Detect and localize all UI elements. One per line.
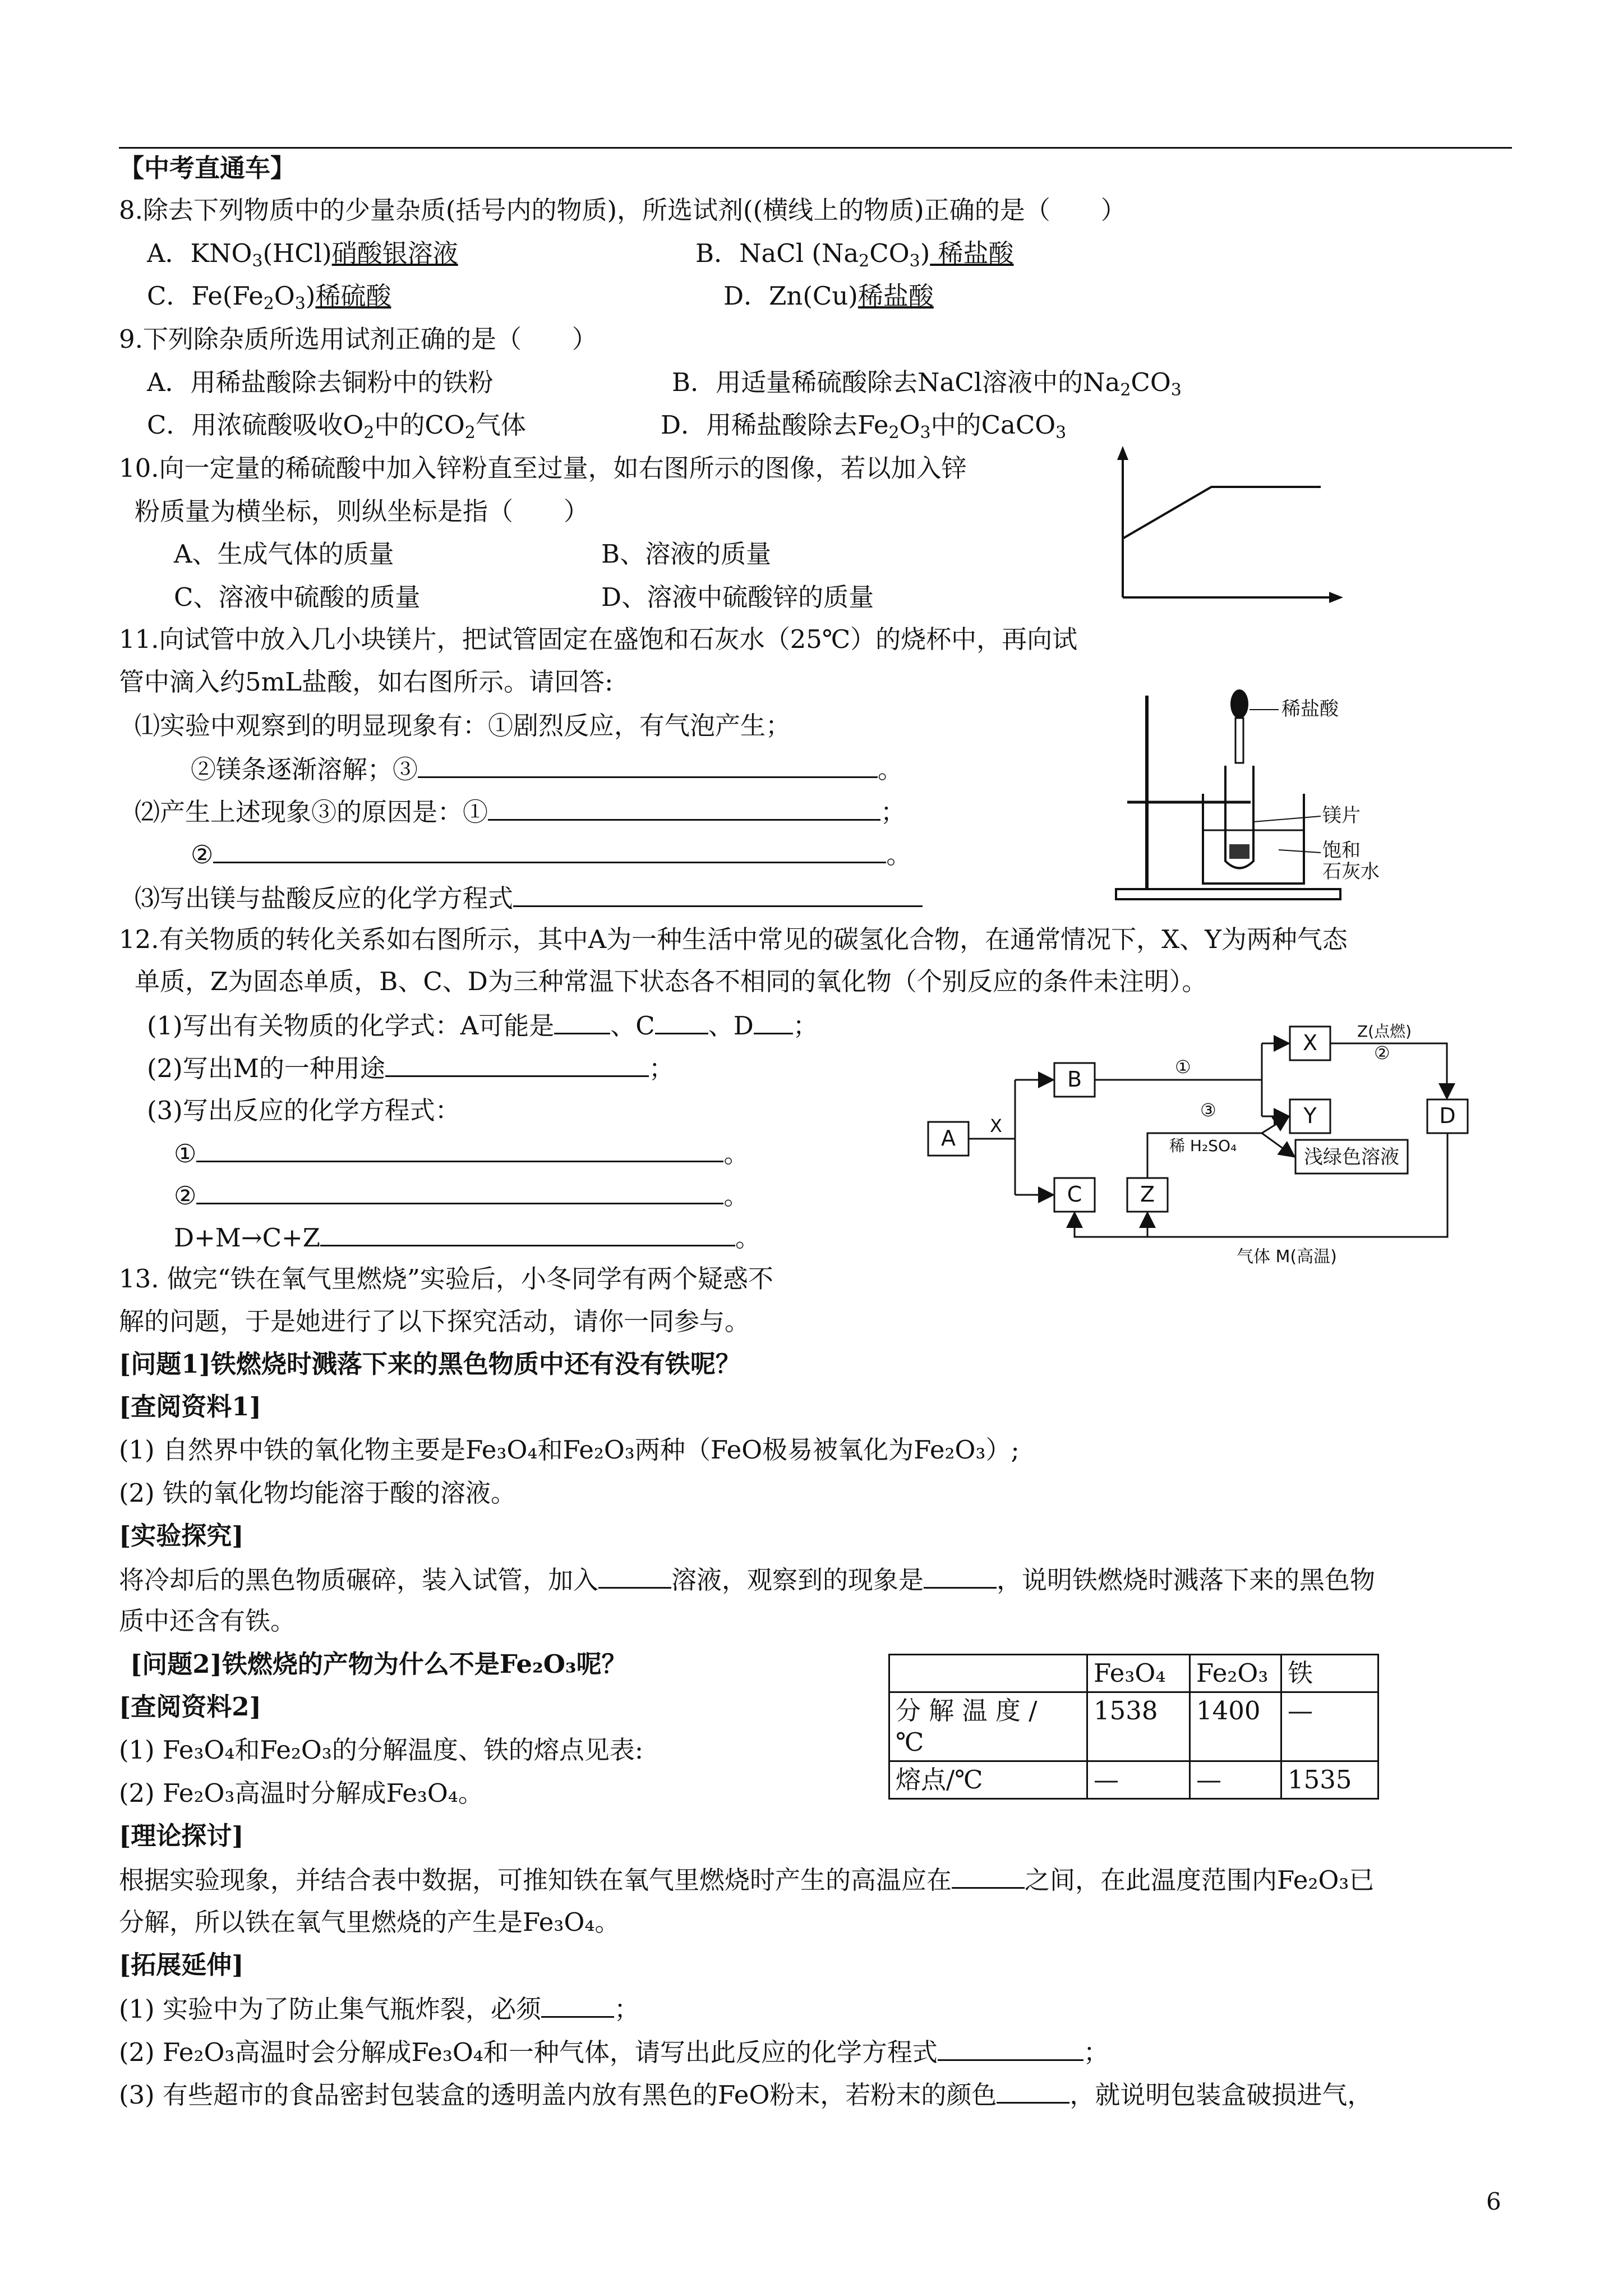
q12-stem-1: 12.有关物质的转化关系如右图所示，其中A为一种生活中常见的碳氢化合物，在通常情况下，X、Y为两种气态: [119, 924, 1348, 954]
q10-option-a: A、生成气体的质量: [174, 539, 394, 569]
q13-theory-a: 根据实验现象，并结合表中数据，可推知铁在氧气里燃烧时产生的高温应在 之间，在此温度范围内Fe₂O₃已: [119, 1862, 1374, 1897]
header-rule: [119, 147, 1512, 149]
q11-part2-a: ⑵产生上述现象③的原因是：① ；: [135, 794, 906, 829]
q13-ref-1: [查阅资料1]: [119, 1392, 261, 1421]
q12-diagram: [925, 1015, 1486, 1296]
node-d: D: [1439, 1103, 1456, 1128]
q10-option-b: B、溶液的质量: [601, 539, 772, 569]
q13-exp-b: 质中还含有铁。: [119, 1606, 296, 1636]
node-y: Y: [1303, 1103, 1317, 1128]
q13-stem-2: 解的问题，于是她进行了以下探究活动，请你一同参与。: [119, 1306, 750, 1336]
cell-decomp-fe: —: [1281, 1692, 1378, 1761]
q8-stem: 8.除去下列物质中的少量杂质(括号内的物质)，所选试剂((横线上的物质)正确的是（ ）: [119, 195, 1126, 225]
node-b: B: [1067, 1067, 1082, 1092]
q9-option-a: A．用稀盐酸除去铜粉中的铁粉: [147, 367, 494, 397]
q11-part2-b: ② 。: [191, 837, 911, 872]
q11-part1-a: ⑴实验中观察到的明显现象有：①剧烈反应，有气泡产生；: [135, 711, 791, 740]
q12-part2: (2)写出M的一种用途 ；: [147, 1051, 674, 1085]
section-title: 【中考直通车】: [119, 153, 296, 183]
q13-ref-1b: (2) 铁的氧化物均能溶于酸的溶液。: [119, 1478, 517, 1508]
q9-option-c: C．用浓硫酸吸收$O_2$中的$CO_2$气体: [147, 410, 526, 443]
cell-decomp-fe3o4: 1538: [1087, 1692, 1190, 1761]
q8-option-d: D．Zn(Cu)稀盐酸: [723, 281, 934, 311]
q13-problem-1: [问题1]铁燃烧时溅落下来的黑色物质中还有没有铁呢？: [119, 1349, 741, 1379]
q13-theory-b: 分解，所以铁在氧气里燃烧的产生是Fe₃O₄。: [119, 1907, 620, 1937]
q12-part1: (1)写出有关物质的化学式：A可能是 、C 、D ；: [147, 1008, 818, 1043]
row-melt-label: 熔点/℃: [889, 1761, 1087, 1799]
node-a: A: [941, 1126, 956, 1151]
graph-x-arrow: [1329, 592, 1343, 603]
lbl-2: ②: [1374, 1042, 1390, 1064]
cell-decomp-fe2o3: 1400: [1190, 1692, 1281, 1761]
cell-melt-fe: 1535: [1281, 1761, 1378, 1799]
q13-ref-1a: (1) 自然界中铁的氧化物主要是Fe₃O₄和Fe₂O₃两种（FeO极易被氧化为Fe₂O₃）;: [119, 1435, 1020, 1465]
q10-stem-1: 10.向一定量的稀硫酸中加入锌粉直至过量，如右图所示的图像，若以加入锌: [119, 453, 967, 483]
q13-theory: [理论探讨]: [119, 1821, 244, 1851]
label-acid: 稀盐酸: [1281, 698, 1339, 720]
graph-y-arrow: [1117, 446, 1128, 460]
th-fe3o4: Fe₃O₄: [1087, 1655, 1190, 1692]
property-table: [888, 1654, 1379, 1800]
q11-apparatus: [1110, 682, 1424, 906]
lbl-z-burn: Z(点燃): [1357, 1022, 1412, 1041]
th-fe: 铁: [1281, 1655, 1378, 1692]
lbl-3: ③: [1200, 1099, 1216, 1121]
q8-option-b: B．NaCl $(Na_2CO_3)$ 稀盐酸: [695, 238, 1014, 271]
dropper-tube: [1235, 718, 1243, 763]
q12-eq-1: ① 。: [174, 1136, 749, 1171]
lbl-acid: 稀 H₂SO₄: [1169, 1137, 1237, 1155]
q13-ref-2: [查阅资料2]: [119, 1692, 261, 1722]
q13-ref-2b: (2) Fe₂O₃高温时分解成Fe₃O₄。: [119, 1778, 483, 1808]
q10-stem-2: 粉质量为横坐标，则纵坐标是指（ ）: [135, 496, 589, 526]
q12-stem-2: 单质，Z为固态单质，B、C、D为三种常温下状态各不相同的氧化物（个别反应的条件未注明）。: [135, 967, 1207, 996]
dropper-bulb: [1230, 689, 1248, 719]
node-c: C: [1067, 1182, 1082, 1207]
label-lime-2: 石灰水: [1322, 861, 1380, 883]
lbl-1: ①: [1175, 1056, 1191, 1078]
page-number: 6: [1486, 2188, 1501, 2215]
q9-option-b: B．用适量稀硫酸除去NaCl溶液中的$Na_2CO_3$: [672, 367, 1182, 400]
label-lime-1: 饱和: [1322, 839, 1361, 862]
th-fe2o3: Fe₂O₃: [1190, 1655, 1281, 1692]
lbl-m: 气体 M(高温): [1237, 1247, 1337, 1267]
row-decomp-label: 分 解 温 度 / ℃: [889, 1692, 1087, 1761]
q13-ext-1: (1) 实验中为了防止集气瓶炸裂，必须 ；: [119, 1991, 639, 2026]
q13-ref-2a: (1) Fe₃O₄和Fe₂O₃的分解温度、铁的熔点见表:: [119, 1735, 643, 1765]
q11-stem-1: 11.向试管中放入几小块镁片，把试管固定在盛饱和石灰水（25℃）的烧杯中，再向试: [119, 624, 1078, 654]
mg-pieces: [1229, 844, 1249, 859]
node-x: X: [1302, 1030, 1318, 1055]
lbl-x: X: [990, 1115, 1002, 1137]
q10-graph: [1099, 443, 1346, 606]
q11-part3: ⑶写出镁与盐酸反应的化学方程式: [135, 881, 923, 915]
q8-option-c: C．$Fe(Fe_2O_3)$稀硫酸: [147, 281, 391, 314]
q13-ext-2: (2) Fe₂O₃高温时会分解成Fe₃O₄和一种气体，请写出此反应的化学方程式 ；: [119, 2035, 1109, 2069]
q13-exp-a: 将冷却后的黑色物质碾碎，装入试管，加入 溶液，观察到的现象是 ，说明铁燃烧时溅落下来的黑色物: [119, 1562, 1375, 1597]
q9-stem: 9.下列除杂质所选用试剂正确的是（ ）: [119, 324, 597, 354]
q13-problem-2: [问题2]铁燃烧的产物为什么不是Fe₂O₃呢？: [130, 1649, 627, 1679]
node-z: Z: [1140, 1182, 1155, 1207]
q11-part1-b: ②镁条逐渐溶解；③ 。: [191, 752, 903, 786]
q12-eq-2: ② 。: [174, 1178, 749, 1213]
q9-option-d: D．用稀盐酸除去$Fe_2O_3$中的CaCO$_3$: [661, 410, 1067, 443]
q13-stem-1: 13. 做完“铁在氧气里燃烧”实验后，小冬同学有两个疑惑不: [119, 1264, 773, 1294]
q13-extension: [拓展延伸]: [119, 1950, 244, 1980]
cell-melt-fe2o3: —: [1190, 1761, 1281, 1799]
q10-option-c: C、溶液中硫酸的质量: [174, 582, 421, 612]
q13-experiment: [实验探究]: [119, 1521, 244, 1550]
q11-stem-2: 管中滴入约5mL盐酸，如右图所示。请回答:: [119, 667, 614, 697]
node-green: 浅绿色溶液: [1304, 1146, 1399, 1168]
stand-base: [1116, 889, 1340, 899]
graph-curve: [1123, 487, 1321, 539]
cell-melt-fe3o4: —: [1087, 1761, 1190, 1799]
q12-eq-3: D+M→C+Z 。: [174, 1220, 760, 1255]
q8-option-a: A．$KNO_3(HCl)$硝酸银溶液: [147, 238, 458, 271]
q12-part3: (3)写出反应的化学方程式：: [147, 1096, 460, 1125]
label-mg: 镁片: [1322, 804, 1361, 827]
q10-option-d: D、溶液中硫酸锌的质量: [601, 582, 874, 612]
q13-ext-3: (3) 有些超市的食品密封包装盒的透明盖内放有黑色的FeO粉末，若粉末的颜色 ，就说明包装盒破损进气，: [119, 2077, 1372, 2112]
